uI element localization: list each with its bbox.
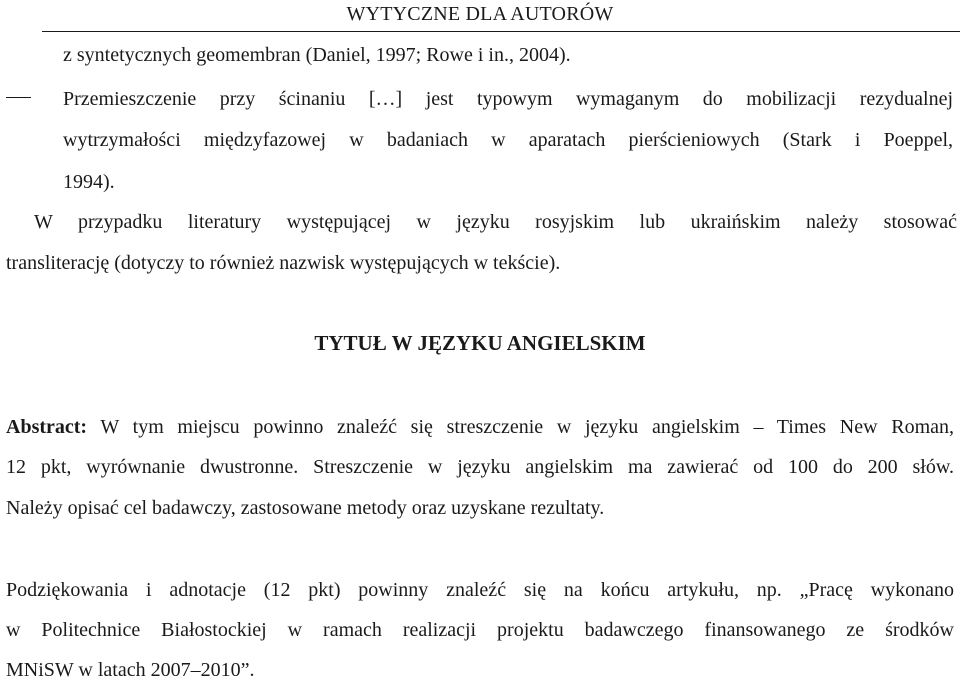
abstract-line-1-text: W tym miejscu powinno znaleźć się streszczenie w języku angielskim – Times New Roman, <box>87 416 954 438</box>
abstract-line-1 <box>6 415 954 439</box>
translit-note-line-2: transliterację (dotyczy to również nazwisk występujących w tekście). <box>6 252 561 274</box>
continuation-line: z syntetycznych geomembran (Daniel, 1997; Rowe i in., 2004). <box>63 44 571 66</box>
dash-item-line-2: wytrzymałości międzyfazowej w badaniach w aparatach pierścieniowych (Stark i Poeppel, <box>63 129 953 151</box>
english-title: TYTUŁ W JĘZYKU ANGIELSKIM <box>314 331 646 355</box>
dash-bullet <box>6 97 31 98</box>
abstract-line-3: Należy opisać cel badawczy, zastosowane metody oraz uzyskane rezultaty. <box>6 497 605 519</box>
translit-note-line-1: W przypadku literatury występującej w języku rosyjskim lub ukraińskim należy stosować <box>34 211 957 233</box>
acknowledgements-line-2: w Politechnice Białostockiej w ramach realizacji projektu badawczego finansowanego ze środków <box>6 619 954 641</box>
dash-item-line-1: Przemieszczenie przy ścinaniu […] jest typowym wymaganym do mobilizacji rezydualnej <box>63 88 953 110</box>
dash-item-line-3: 1994). <box>63 171 115 193</box>
abstract-label: Abstract: <box>6 416 88 438</box>
abstract-line-2: 12 pkt, wyrównanie dwustronne. Streszczenie w języku angielskim ma zawierać od 100 do 200 słów. <box>6 456 954 478</box>
header-rule <box>42 31 960 32</box>
acknowledgements-line-1: Podziękowania i adnotacje (12 pkt) powinny znaleźć się na końcu artykułu, np. „Pracę wykonano <box>6 579 954 601</box>
running-header: WYTYCZNE DLA AUTORÓW <box>346 3 614 25</box>
acknowledgements-line-3: MNiSW w latach 2007–2010”. <box>6 659 255 681</box>
